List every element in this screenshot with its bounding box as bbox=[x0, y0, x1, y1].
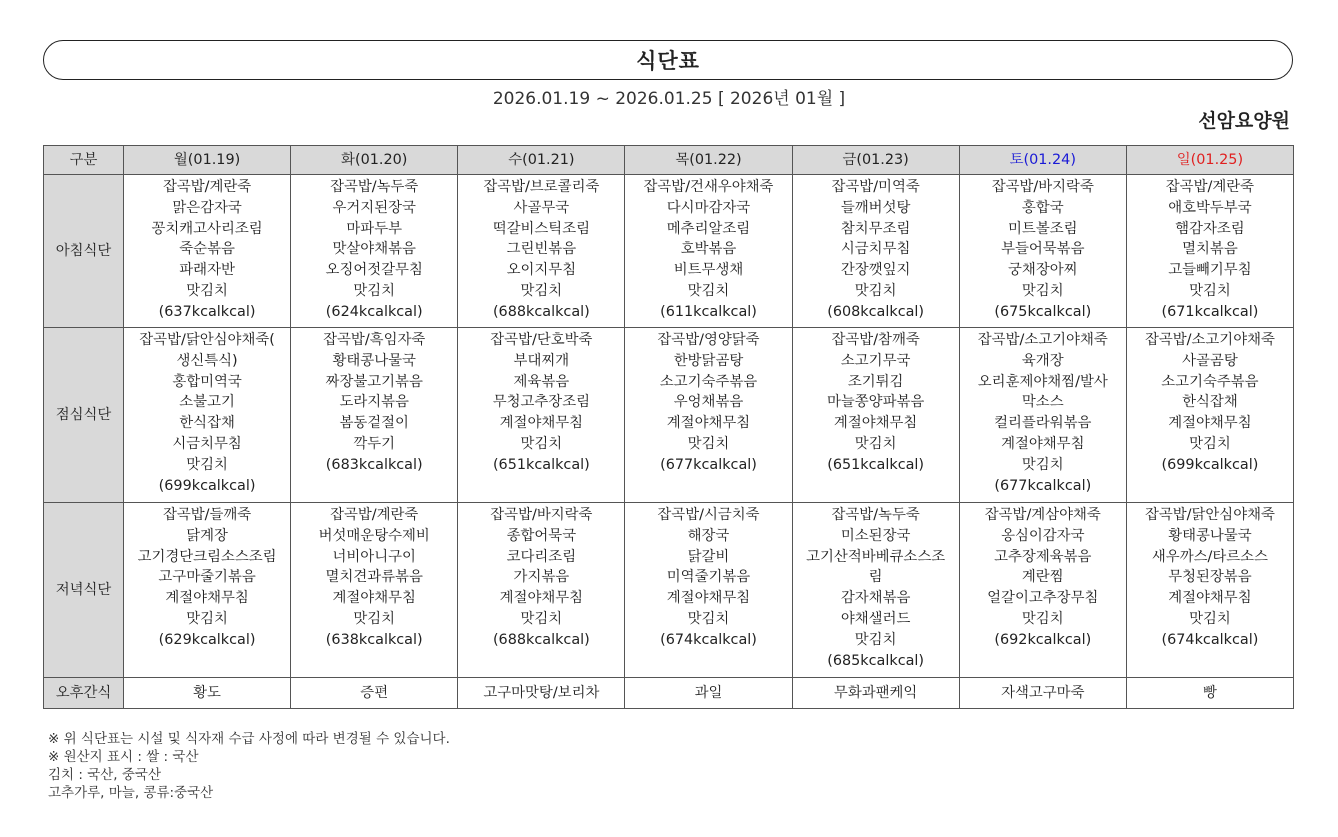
snack-cell: 증편 bbox=[291, 678, 458, 709]
menu-item: 홍합미역국 bbox=[172, 373, 242, 390]
period-range: 2026.01.19 ~ 2026.01.25 [ 2026년 01월 ] bbox=[492, 89, 846, 109]
menu-item: (699kcalkcal) bbox=[1161, 456, 1259, 473]
menu-item: 맛김치 bbox=[186, 610, 228, 627]
snack-cell: 고구마맛탕/보리차 bbox=[458, 678, 625, 709]
menu-item: 고구마줄기볶음 bbox=[158, 569, 256, 586]
menu-item: 다시마감자국 bbox=[666, 199, 751, 216]
menu-cell bbox=[291, 503, 458, 678]
menu-item: (675kcalkcal) bbox=[994, 303, 1092, 320]
menu-item: 맑은감자국 bbox=[172, 199, 242, 216]
page-title: 식단표 bbox=[636, 49, 700, 73]
menu-item: 맛김치 bbox=[520, 610, 563, 627]
menu-cell bbox=[124, 328, 291, 503]
menu-item: 잡곡밥/바지락죽 bbox=[991, 179, 1094, 195]
corner-label: 구분 bbox=[44, 146, 124, 175]
menu-item: (677kcalkcal) bbox=[660, 456, 757, 473]
menu-item: 맛김치 bbox=[1021, 456, 1064, 473]
menu-item: 황태콩나물국 bbox=[1168, 527, 1252, 544]
menu-item: 우거지된장국 bbox=[332, 199, 416, 216]
menu-item: 해장국 bbox=[687, 527, 730, 544]
menu-item: 맛김치 bbox=[854, 631, 897, 648]
menu-item: 종합어묵국 bbox=[506, 527, 577, 544]
meal-label: 저녁식단 bbox=[44, 503, 124, 678]
menu-item: 그린빈볶음 bbox=[506, 241, 577, 258]
menu-item: 봄동겉절이 bbox=[339, 415, 409, 432]
menu-item: 부들어묵볶음 bbox=[1001, 241, 1085, 258]
organization-name: 선암요양원 bbox=[1198, 110, 1290, 132]
menu-item: 잡곡밥/들깨죽 bbox=[162, 507, 252, 523]
menu-item: 제육볶음 bbox=[513, 373, 570, 390]
menu-item: 맛김치 bbox=[1021, 610, 1064, 627]
menu-item: 도라지볶음 bbox=[339, 394, 409, 411]
footnotes bbox=[48, 730, 450, 802]
menu-cell bbox=[458, 503, 625, 678]
menu-cell bbox=[625, 328, 792, 503]
menu-item: 비트무생채 bbox=[673, 262, 744, 279]
menu-item: 옹심이감자국 bbox=[1001, 527, 1085, 544]
menu-item: 잡곡밥/녹두죽 bbox=[330, 179, 419, 195]
day-header: 금(01.23) bbox=[792, 146, 959, 175]
menu-item: 멸치볶음 bbox=[1182, 241, 1238, 258]
menu-item: 림 bbox=[868, 569, 883, 586]
menu-cell bbox=[124, 175, 291, 328]
menu-item: 맛김치 bbox=[1189, 610, 1231, 627]
menu-item: 계절야채무침 bbox=[165, 590, 249, 607]
menu-item: 한식잡채 bbox=[179, 415, 235, 432]
menu-item: 계절야채무침 bbox=[499, 415, 584, 432]
table-header-row bbox=[44, 146, 1294, 175]
menu-item: 계절야채무침 bbox=[499, 590, 584, 607]
menu-item: 맛김치 bbox=[1021, 282, 1064, 299]
menu-item: (651kcalkcal) bbox=[827, 456, 925, 473]
menu-cell bbox=[959, 328, 1126, 503]
menu-item: 감자채볶음 bbox=[840, 590, 911, 607]
menu-item: (674kcalkcal) bbox=[660, 631, 757, 648]
menu-cell bbox=[458, 328, 625, 503]
snack-cell: 빵 bbox=[1126, 678, 1293, 709]
day-header: 수(01.21) bbox=[458, 146, 625, 175]
menu-item: 너비아니구이 bbox=[332, 548, 416, 565]
menu-item: 고기경단크림소스조림 bbox=[137, 548, 277, 565]
menu-cell bbox=[959, 503, 1126, 678]
menu-item: 우엉채볶음 bbox=[673, 394, 744, 411]
menu-item: 잡곡밥/단호박죽 bbox=[490, 332, 593, 348]
menu-item: 파래자반 bbox=[179, 262, 235, 279]
menu-item: 참치무조림 bbox=[840, 220, 911, 237]
menu-item: 막소스 bbox=[1021, 394, 1064, 411]
footnote: 고추가루, 마늘, 콩류:중국산 bbox=[48, 785, 214, 801]
menu-item: 꽁치캐고사리조림 bbox=[151, 220, 263, 237]
menu-item: 떡갈비스틱조림 bbox=[492, 220, 590, 237]
menu-item: 애호박두부국 bbox=[1168, 199, 1252, 216]
menu-item: 잡곡밥/브로콜리죽 bbox=[483, 179, 600, 195]
menu-item: 무청고추장조림 bbox=[492, 394, 590, 411]
menu-item: 맛김치 bbox=[854, 282, 897, 299]
menu-item: 맛김치 bbox=[353, 610, 396, 627]
menu-item: 잡곡밥/계란죽 bbox=[162, 179, 252, 195]
menu-item: (683kcalkcal) bbox=[325, 456, 423, 473]
menu-cell bbox=[792, 503, 959, 678]
menu-item: 맛김치 bbox=[520, 282, 563, 299]
menu-item: 시금치무침 bbox=[172, 435, 242, 452]
menu-item: 잡곡밥/시금치죽 bbox=[657, 507, 760, 523]
menu-item: 맛김치 bbox=[1189, 435, 1231, 452]
menu-item: 무청된장볶음 bbox=[1168, 569, 1252, 586]
menu-item: 소불고기 bbox=[179, 394, 235, 411]
menu-item: (688kcalkcal) bbox=[492, 631, 590, 648]
menu-item: 멸치견과류볶음 bbox=[325, 569, 423, 586]
menu-item: 맛김치 bbox=[186, 282, 228, 299]
menu-item: 시금치무침 bbox=[840, 241, 911, 258]
menu-item: 한방닭곰탕 bbox=[673, 352, 744, 369]
footnote: 김치 : 국산, 중국산 bbox=[48, 767, 162, 783]
menu-item: (611kcalkcal) bbox=[660, 303, 757, 320]
footnote: ※ 위 식단표는 시설 및 식자재 수급 사정에 따라 변경될 수 있습니다. bbox=[48, 731, 450, 747]
menu-item: 부대찌개 bbox=[513, 352, 570, 369]
menu-item: (699kcalkcal) bbox=[158, 477, 256, 494]
day-header: 일(01.25) bbox=[1126, 146, 1293, 175]
menu-item: 마파두부 bbox=[346, 220, 403, 237]
menu-item: 계절야채무침 bbox=[332, 590, 416, 607]
meal-row-dinner bbox=[44, 503, 1294, 678]
snack-label: 오후간식 bbox=[44, 678, 124, 709]
snack-cell: 황도 bbox=[124, 678, 291, 709]
menu-item: 미역줄기볶음 bbox=[666, 569, 751, 586]
menu-item: 궁채장아찌 bbox=[1008, 262, 1078, 279]
menu-item: 잡곡밥/참깨죽 bbox=[831, 332, 920, 348]
menu-cell bbox=[959, 175, 1126, 328]
menu-item: 잡곡밥/닭안심야채죽 bbox=[1144, 507, 1275, 523]
menu-item: (677kcalkcal) bbox=[994, 477, 1092, 494]
menu-item: 닭계장 bbox=[186, 527, 228, 544]
menu-item: 메추리알조림 bbox=[666, 220, 751, 237]
menu-item: 소고기무국 bbox=[840, 352, 911, 369]
menu-item: 깍두기 bbox=[353, 435, 396, 452]
menu-item: 들깨버섯탕 bbox=[840, 199, 911, 216]
menu-item: (624kcalkcal) bbox=[325, 303, 423, 320]
menu-item: 소고기숙주볶음 bbox=[659, 373, 758, 390]
menu-cell bbox=[291, 175, 458, 328]
menu-item: 미소된장국 bbox=[840, 527, 911, 544]
menu-item: 맛살야채볶음 bbox=[332, 241, 416, 258]
menu-item: 잡곡밥/흑임자죽 bbox=[323, 332, 426, 348]
menu-item: 잡곡밥/소고기야채죽 bbox=[977, 332, 1108, 348]
menu-item: 고기산적바베큐소스조 bbox=[806, 548, 946, 565]
menu-item: (685kcalkcal) bbox=[827, 652, 925, 669]
menu-item: 사골곰탕 bbox=[1182, 352, 1238, 369]
menu-item: 잡곡밥/닭안심야채죽( bbox=[139, 332, 275, 348]
menu-item: 황태콩나물국 bbox=[332, 352, 416, 369]
menu-item: 맛김치 bbox=[1189, 282, 1231, 299]
menu-item: 고들빼기무침 bbox=[1168, 262, 1252, 279]
menu-item: 계절야채무침 bbox=[1168, 590, 1252, 607]
menu-item: (638kcalkcal) bbox=[325, 631, 423, 648]
snack-cell: 자색고구마죽 bbox=[959, 678, 1126, 709]
menu-item: 맛김치 bbox=[687, 610, 730, 627]
menu-cell bbox=[625, 503, 792, 678]
menu-item: 버섯매운탕수제비 bbox=[318, 527, 430, 544]
menu-item: 잡곡밥/영양닭죽 bbox=[657, 332, 760, 348]
menu-item: 짜장불고기볶음 bbox=[325, 373, 423, 390]
menu-item: 코다리조림 bbox=[506, 548, 577, 565]
menu-item: 호박볶음 bbox=[680, 241, 737, 258]
menu-item: 오징어젓갈무침 bbox=[325, 262, 423, 279]
menu-item: 가지볶음 bbox=[513, 569, 570, 586]
menu-item: (671kcalkcal) bbox=[1161, 303, 1259, 320]
menu-item: 죽순볶음 bbox=[179, 241, 235, 258]
menu-item: 햄감자조림 bbox=[1175, 220, 1245, 237]
day-header: 목(01.22) bbox=[625, 146, 792, 175]
menu-item: 계란찜 bbox=[1021, 569, 1064, 586]
menu-item: 고추장제육볶음 bbox=[994, 548, 1092, 565]
day-header: 화(01.20) bbox=[291, 146, 458, 175]
menu-item: 마늘쫑양파볶음 bbox=[826, 394, 925, 411]
meal-row-breakfast bbox=[44, 175, 1294, 328]
menu-cell bbox=[1126, 175, 1293, 328]
menu-cell bbox=[625, 175, 792, 328]
snack-cell: 과일 bbox=[625, 678, 792, 709]
menu-item: 맛김치 bbox=[687, 435, 730, 452]
menu-item: 조기튀김 bbox=[847, 373, 904, 390]
footnote: ※ 원산지 표시 : 쌀 : 국산 bbox=[48, 749, 199, 765]
menu-item: 얼갈이고추장무침 bbox=[987, 590, 1099, 607]
menu-item: (608kcalkcal) bbox=[827, 303, 925, 320]
menu-item: 닭갈비 bbox=[687, 548, 730, 565]
menu-cell bbox=[124, 503, 291, 678]
menu-item: 잡곡밥/계란죽 bbox=[330, 507, 419, 523]
day-header: 토(01.24) bbox=[959, 146, 1126, 175]
menu-item: 소고기숙주볶음 bbox=[1161, 373, 1259, 390]
meal-label: 점심식단 bbox=[44, 328, 124, 503]
menu-item: 새우까스/타르소스 bbox=[1151, 548, 1268, 565]
menu-item: 잡곡밥/소고기야채죽 bbox=[1144, 332, 1275, 348]
menu-item: 간장깻잎지 bbox=[840, 262, 911, 279]
menu-item: 맛김치 bbox=[854, 435, 897, 452]
menu-item: 맛김치 bbox=[353, 282, 396, 299]
day-header: 월(01.19) bbox=[124, 146, 291, 175]
page-title-box bbox=[43, 40, 1293, 80]
menu-item: 육개장 bbox=[1021, 352, 1064, 369]
menu-item: 잡곡밥/미역죽 bbox=[831, 179, 920, 195]
menu-cell bbox=[291, 328, 458, 503]
menu-item: 잡곡밥/녹두죽 bbox=[831, 507, 920, 523]
menu-cell bbox=[792, 175, 959, 328]
menu-item: (688kcalkcal) bbox=[492, 303, 590, 320]
menu-item: 홍합국 bbox=[1021, 199, 1064, 216]
menu-item: 오리훈제야채찜/발사 bbox=[977, 373, 1108, 390]
meal-label: 아침식단 bbox=[44, 175, 124, 328]
menu-item: 잡곡밥/건새우야채죽 bbox=[643, 179, 774, 195]
menu-item: (629kcalkcal) bbox=[158, 631, 256, 648]
menu-item: 한식잡채 bbox=[1182, 394, 1238, 411]
menu-item: (674kcalkcal) bbox=[1161, 631, 1259, 648]
menu-item: 미트볼조림 bbox=[1008, 220, 1078, 237]
menu-item: 맛김치 bbox=[687, 282, 730, 299]
menu-item: 계절야채무침 bbox=[833, 415, 918, 432]
menu-item: 맛김치 bbox=[520, 435, 563, 452]
menu-item: 야채샐러드 bbox=[840, 610, 911, 627]
menu-item: 오이지무침 bbox=[506, 262, 577, 279]
menu-item: 잡곡밥/계란죽 bbox=[1165, 179, 1255, 195]
menu-cell bbox=[1126, 503, 1293, 678]
menu-item: 컬리플라워볶음 bbox=[994, 415, 1092, 432]
menu-item: 잡곡밥/계삼야채죽 bbox=[984, 507, 1101, 523]
menu-item: 계절야채무침 bbox=[1168, 415, 1252, 432]
menu-item: 생신특식) bbox=[176, 352, 238, 369]
menu-item: 계절야채무침 bbox=[666, 590, 751, 607]
menu-item: 계절야채무침 bbox=[666, 415, 751, 432]
menu-cell bbox=[792, 328, 959, 503]
meal-table bbox=[43, 145, 1294, 709]
menu-item: 맛김치 bbox=[186, 456, 228, 473]
menu-cell bbox=[458, 175, 625, 328]
meal-row-lunch bbox=[44, 328, 1294, 503]
snack-cell: 무화과팬케익 bbox=[792, 678, 959, 709]
menu-cell bbox=[1126, 328, 1293, 503]
menu-item: 사골무국 bbox=[513, 199, 570, 216]
menu-item: (651kcalkcal) bbox=[492, 456, 590, 473]
menu-item: (692kcalkcal) bbox=[994, 631, 1092, 648]
menu-item: 계절야채무침 bbox=[1001, 435, 1085, 452]
menu-item: (637kcalkcal) bbox=[158, 303, 256, 320]
menu-item: 잡곡밥/바지락죽 bbox=[490, 507, 593, 523]
snack-row bbox=[44, 678, 1294, 709]
